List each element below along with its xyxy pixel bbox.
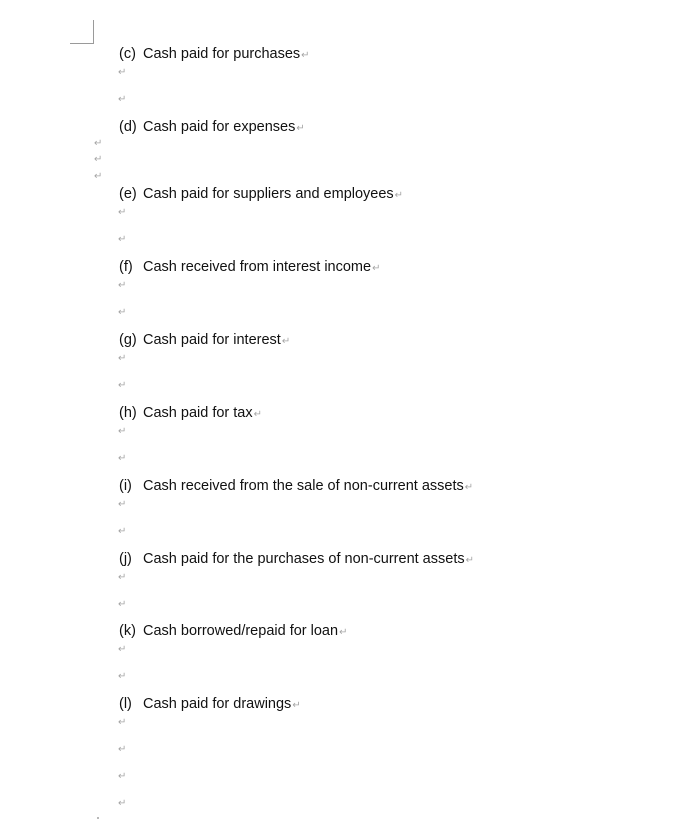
paragraph-mark-icon: ↵	[465, 555, 474, 566]
paragraph-mark-icon: ↵	[118, 798, 127, 809]
item-label: (i)	[119, 478, 132, 494]
item-label: (e)	[119, 186, 137, 202]
item-text: Cash paid for expenses	[143, 119, 296, 135]
list-item	[119, 331, 290, 351]
paragraph-mark-icon: ↵	[118, 572, 127, 583]
paragraph-mark-icon: ↵	[118, 353, 127, 364]
paragraph-mark-icon: ↵	[118, 499, 127, 510]
paragraph-mark-icon: ↵	[94, 171, 103, 182]
item-label: (l)	[119, 696, 132, 712]
paragraph-mark-icon: ↵	[118, 671, 127, 682]
page-corner-marker	[70, 20, 94, 44]
paragraph-mark-icon: ↵	[118, 453, 127, 464]
list-item	[119, 45, 310, 65]
paragraph-mark-icon: ↵	[118, 744, 127, 755]
paragraph-mark-icon: ↵	[118, 307, 127, 318]
item-text: Cash paid for tax	[143, 405, 253, 421]
paragraph-mark-icon: ↵	[118, 380, 127, 391]
item-label: (d)	[119, 119, 137, 135]
paragraph-mark-icon: ↵	[118, 771, 127, 782]
list-item	[119, 185, 403, 205]
item-label: (k)	[119, 623, 136, 639]
list-item	[119, 695, 301, 715]
item-label: (f)	[119, 259, 133, 275]
paragraph-mark-icon: ↵	[118, 207, 127, 218]
paragraph-mark-icon: ↵	[394, 190, 404, 201]
list-item	[119, 622, 347, 642]
paragraph-mark-icon: ↵	[372, 263, 381, 274]
paragraph-mark-icon: ↵	[292, 700, 301, 711]
paragraph-mark-icon: ↵	[118, 234, 127, 245]
item-text: Cash paid for drawings	[143, 696, 292, 712]
item-text: Cash paid for interest	[143, 332, 281, 348]
list-item	[119, 404, 262, 424]
item-label: (g)	[119, 332, 137, 348]
item-text: Cash paid for purchases	[143, 46, 301, 62]
paragraph-mark-icon: ↵	[296, 123, 305, 134]
paragraph-mark-icon: ↵	[464, 482, 474, 493]
paragraph-mark-icon: ↵	[118, 426, 127, 437]
page-edge-marker	[97, 817, 99, 819]
paragraph-mark-icon: ↵	[94, 154, 103, 165]
paragraph-mark-icon: ↵	[118, 67, 127, 78]
item-label: (h)	[119, 405, 137, 421]
paragraph-mark-icon: ↵	[281, 336, 291, 347]
paragraph-mark-icon: ↵	[118, 717, 127, 728]
item-text: Cash borrowed/repaid for loan	[143, 623, 339, 639]
paragraph-mark-icon: ↵	[118, 599, 127, 610]
item-label: (j)	[119, 551, 132, 567]
paragraph-mark-icon: ↵	[301, 50, 310, 61]
list-item	[119, 258, 380, 278]
item-text: Cash received from interest income	[143, 259, 372, 275]
paragraph-mark-icon: ↵	[118, 526, 127, 537]
item-text: Cash paid for the purchases of non-current assets	[143, 551, 465, 567]
paragraph-mark-icon: ↵	[118, 94, 127, 105]
paragraph-mark-icon: ↵	[118, 280, 127, 291]
item-text: Cash paid for suppliers and employees	[143, 186, 394, 202]
item-text: Cash received from the sale of non-current assets	[143, 478, 464, 494]
list-item	[119, 550, 474, 570]
paragraph-mark-icon: ↵	[253, 409, 263, 420]
paragraph-mark-icon: ↵	[339, 627, 348, 638]
list-item	[119, 118, 305, 138]
list-item	[119, 477, 473, 497]
item-label: (c)	[119, 46, 136, 62]
paragraph-mark-icon: ↵	[118, 644, 127, 655]
paragraph-mark-icon: ↵	[94, 138, 103, 149]
